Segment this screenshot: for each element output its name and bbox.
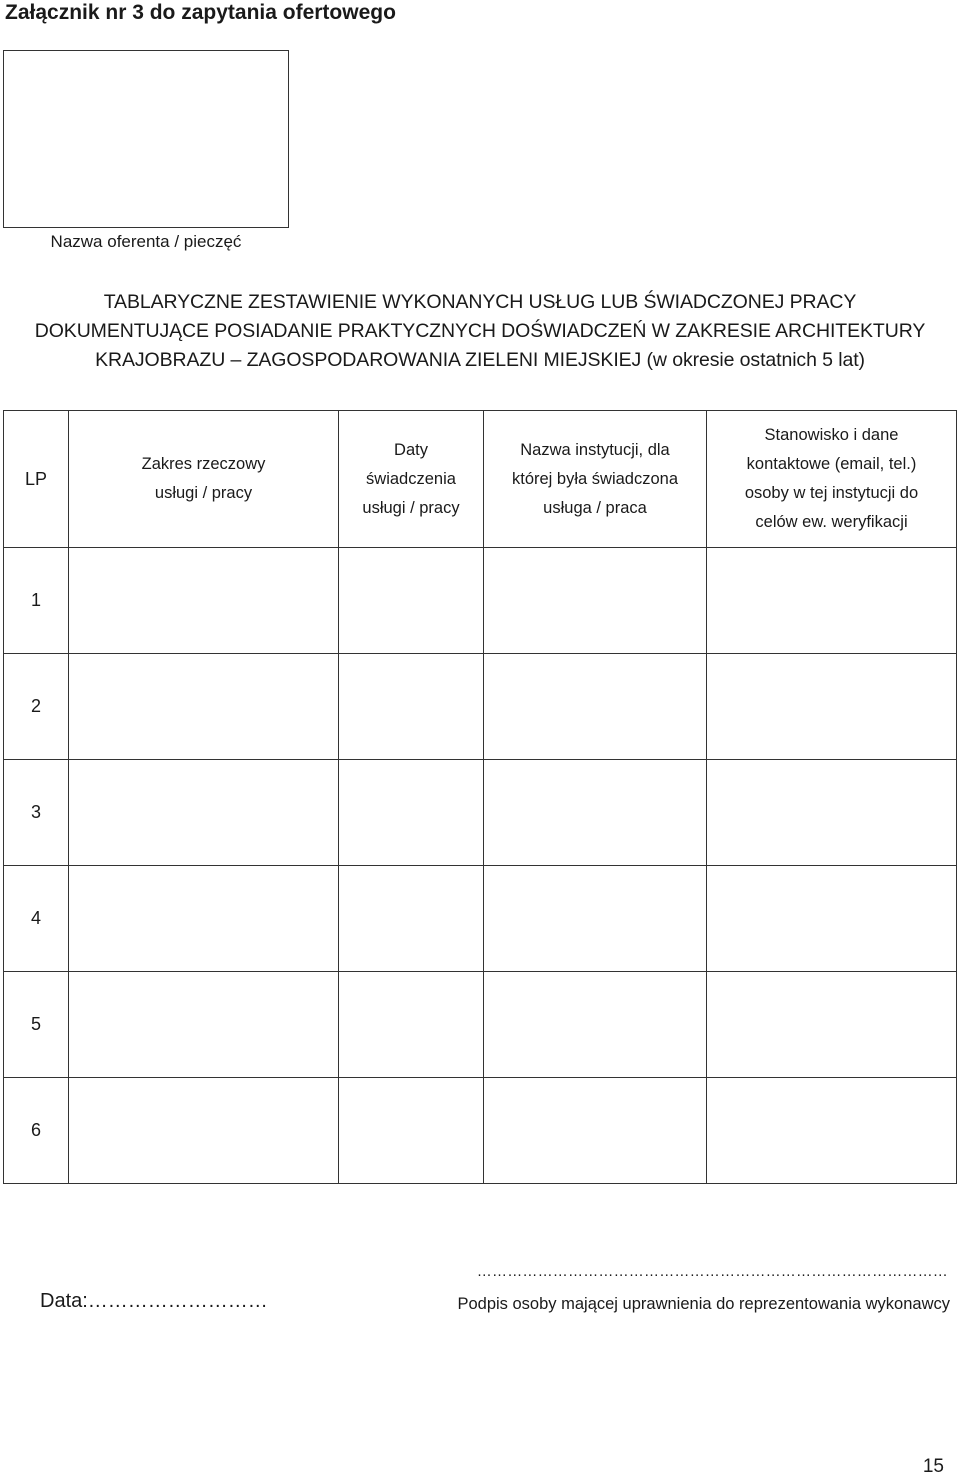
cell-contact[interactable]	[707, 548, 957, 654]
cell-contact[interactable]	[707, 760, 957, 866]
document-heading	[0, 288, 960, 375]
table-row	[4, 972, 957, 1078]
header-line: usługa / praca	[543, 498, 647, 517]
signature-caption: Podpis osoby mającej uprawnienia do reprezentowania wykonawcy	[457, 1295, 950, 1313]
header-scope	[69, 411, 339, 548]
header-line: celów ew. weryfikacji	[755, 513, 908, 531]
date-field[interactable]: Data:………………………	[40, 1290, 268, 1312]
header-line: usługi / pracy	[154, 484, 253, 502]
stamp-label: Nazwa oferenta / pieczęć	[50, 232, 242, 251]
company-stamp-box	[3, 50, 289, 251]
header-line: kontaktowe (email, tel.)	[746, 455, 917, 473]
row-number: 5	[4, 972, 69, 1078]
cell-contact[interactable]	[707, 654, 957, 760]
table-row	[4, 548, 957, 654]
table-row	[4, 654, 957, 760]
header-line: osoby w tej instytucji do	[744, 484, 919, 502]
cell-contact[interactable]	[707, 866, 957, 972]
header-line: Daty	[394, 440, 428, 459]
row-number: 6	[4, 1078, 69, 1184]
cell-contact[interactable]	[707, 972, 957, 1078]
cell-institution[interactable]	[484, 654, 707, 760]
cell-dates[interactable]	[339, 548, 484, 654]
cell-scope[interactable]	[69, 548, 339, 654]
header-lp-label: LP	[24, 468, 48, 489]
row-number: 2	[4, 654, 69, 760]
experience-table	[3, 410, 957, 1184]
cell-scope[interactable]	[69, 1078, 339, 1184]
row-number: 4	[4, 866, 69, 972]
cell-scope[interactable]	[69, 866, 339, 972]
row-number: 1	[4, 548, 69, 654]
heading-line: DOKUMENTUJĄCE POSIADANIE PRAKTYCZNYCH DOŚWIADCZEŃ W ZAKRESIE ARCHITEKTURY	[34, 320, 926, 342]
heading-line: TABLARYCZNE ZESTAWIENIE WYKONANYCH USŁUG LUB ŚWIADCZONEJ PRACY	[103, 291, 857, 313]
header-lp	[4, 411, 69, 548]
cell-institution[interactable]	[484, 866, 707, 972]
signature-line[interactable]: …………………………………………………………………………………	[476, 1263, 948, 1280]
header-institution	[484, 411, 707, 548]
heading-line: KRAJOBRAZU – ZAGOSPODAROWANIA ZIELENI MIEJSKIEJ (w okresie ostatnich 5 lat)	[95, 349, 865, 371]
header-dates	[339, 411, 484, 548]
cell-scope[interactable]	[69, 972, 339, 1078]
attachment-title: Załącznik nr 3 do zapytania ofertowego	[5, 1, 396, 24]
header-contact	[707, 411, 957, 548]
cell-dates[interactable]	[339, 1078, 484, 1184]
cell-contact[interactable]	[707, 1078, 957, 1184]
cell-scope[interactable]	[69, 654, 339, 760]
header-line: usługi / pracy	[362, 498, 460, 517]
header-line: Zakres rzeczowy	[141, 455, 266, 473]
table-header-row	[4, 411, 957, 548]
cell-institution[interactable]	[484, 972, 707, 1078]
cell-institution[interactable]	[484, 548, 707, 654]
cell-institution[interactable]	[484, 760, 707, 866]
cell-dates[interactable]	[339, 972, 484, 1078]
table-row	[4, 760, 957, 866]
page-number: 15	[922, 1456, 944, 1477]
cell-scope[interactable]	[69, 760, 339, 866]
cell-dates[interactable]	[339, 654, 484, 760]
header-line: której była świadczona	[512, 469, 678, 488]
row-number: 3	[4, 760, 69, 866]
table-row	[4, 1078, 957, 1184]
cell-institution[interactable]	[484, 1078, 707, 1184]
table-row	[4, 866, 957, 972]
signature-section	[0, 1260, 960, 1320]
header-line: Stanowisko i dane	[764, 426, 899, 444]
cell-dates[interactable]	[339, 866, 484, 972]
header-line: Nazwa instytucji, dla	[520, 440, 670, 459]
header-line: świadczenia	[366, 469, 456, 488]
cell-dates[interactable]	[339, 760, 484, 866]
